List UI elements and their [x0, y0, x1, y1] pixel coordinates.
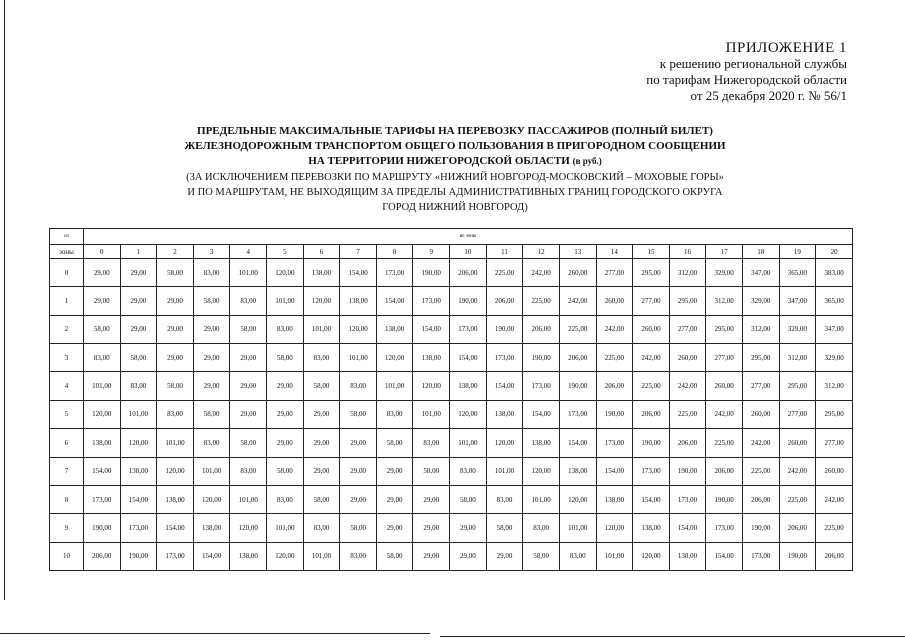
tariff-cell: 58,00 [193, 287, 230, 315]
tariff-cell: 58,00 [267, 344, 304, 372]
table-header-row-columns [50, 245, 853, 259]
column-header-zone: 8 [376, 245, 413, 259]
tariff-cell: 120,00 [267, 542, 304, 570]
tariff-cell: 242,00 [742, 429, 779, 457]
tariff-cell: 154,00 [450, 344, 487, 372]
row-header-zone: 2 [50, 315, 84, 343]
tariff-cell: 83,00 [303, 514, 340, 542]
table-row [50, 429, 853, 457]
tariff-cell: 347,00 [816, 315, 853, 343]
tariff-cell: 29,00 [157, 344, 194, 372]
title-line-3: НА ТЕРРИТОРИИ НИЖЕГОРОДСКОЙ ОБЛАСТИ [308, 155, 570, 167]
tariff-cell: 173,00 [157, 542, 194, 570]
tariff-cell: 83,00 [230, 457, 267, 485]
tariff-cell: 138,00 [84, 429, 121, 457]
tariff-cell: 83,00 [267, 315, 304, 343]
column-header-zone: 4 [230, 245, 267, 259]
row-header-zone: 3 [50, 344, 84, 372]
tariff-cell: 154,00 [669, 514, 706, 542]
tariff-cell: 260,00 [816, 457, 853, 485]
tariff-cell: 190,00 [523, 344, 560, 372]
table-row [50, 485, 853, 513]
tariff-cell: 29,00 [84, 287, 121, 315]
tariff-cell: 138,00 [559, 457, 596, 485]
tariff-cell: 101,00 [596, 542, 633, 570]
tariff-cell: 29,00 [376, 457, 413, 485]
tariff-cell: 190,00 [84, 514, 121, 542]
column-header-zone: 2 [157, 245, 194, 259]
table-row [50, 344, 853, 372]
tariff-cell: 29,00 [267, 429, 304, 457]
tariff-cell: 83,00 [120, 372, 157, 400]
tariff-cell: 58,00 [303, 372, 340, 400]
table-row [50, 457, 853, 485]
tariff-cell: 260,00 [669, 344, 706, 372]
column-header-zone: 9 [413, 245, 450, 259]
tariff-cell: 242,00 [779, 457, 816, 485]
tariff-cell: 225,00 [596, 344, 633, 372]
tariff-cell: 29,00 [267, 400, 304, 428]
tariff-cell: 101,00 [267, 287, 304, 315]
tariff-cell: 173,00 [633, 457, 670, 485]
annex-line-1: к решению региональной службы [659, 56, 847, 71]
tariff-cell: 101,00 [120, 400, 157, 428]
tariff-cell: 190,00 [120, 542, 157, 570]
tariff-cell: 101,00 [523, 485, 560, 513]
tariff-cell: 138,00 [230, 542, 267, 570]
tariff-cell: 206,00 [450, 259, 487, 287]
tariff-cell: 29,00 [193, 344, 230, 372]
tariff-cell: 206,00 [669, 429, 706, 457]
tariff-cell: 225,00 [779, 485, 816, 513]
tariff-cell: 277,00 [816, 429, 853, 457]
tariff-cell: 120,00 [340, 315, 377, 343]
tariff-cell: 206,00 [706, 457, 743, 485]
tariff-cell: 190,00 [486, 315, 523, 343]
column-header-zone: 14 [596, 245, 633, 259]
tariff-cell: 101,00 [230, 259, 267, 287]
tariff-cell: 365,00 [816, 287, 853, 315]
tariff-cell: 29,00 [230, 400, 267, 428]
tariff-cell: 277,00 [706, 344, 743, 372]
tariff-cell: 83,00 [523, 514, 560, 542]
tariff-cell: 58,00 [193, 400, 230, 428]
tariff-cell: 295,00 [779, 372, 816, 400]
tariff-cell: 29,00 [157, 315, 194, 343]
tariff-cell: 260,00 [633, 315, 670, 343]
tariff-cell: 101,00 [193, 457, 230, 485]
row-header-zone: 10 [50, 542, 84, 570]
tariff-cell: 101,00 [303, 542, 340, 570]
tariff-cell: 29,00 [413, 514, 450, 542]
title-line-3-wrap [120, 154, 790, 169]
tariff-cell: 29,00 [303, 457, 340, 485]
tariff-cell: 225,00 [559, 315, 596, 343]
row-header-zone: 9 [50, 514, 84, 542]
annex-line-2: по тарифам Нижегородской области [646, 72, 847, 87]
tariff-cell: 154,00 [523, 400, 560, 428]
tariff-cell: 29,00 [193, 315, 230, 343]
tariff-cell: 295,00 [706, 315, 743, 343]
table-row [50, 287, 853, 315]
tariff-cell: 173,00 [596, 429, 633, 457]
tariff-cell: 225,00 [486, 259, 523, 287]
tariff-cell: 173,00 [376, 259, 413, 287]
tariff-cell: 138,00 [193, 514, 230, 542]
tariff-cell: 29,00 [450, 542, 487, 570]
corner-zones-label: зоны [50, 245, 84, 259]
tariff-cell: 83,00 [413, 429, 450, 457]
tariff-cell: 120,00 [84, 400, 121, 428]
tariff-cell: 29,00 [376, 485, 413, 513]
tariff-cell: 242,00 [706, 400, 743, 428]
tariff-cell: 295,00 [669, 287, 706, 315]
tariff-cell: 190,00 [742, 514, 779, 542]
tariff-cell: 83,00 [303, 344, 340, 372]
document-title [120, 124, 790, 169]
annex-heading: ПРИЛОЖЕНИЕ 1 [725, 40, 847, 56]
tariff-cell: 312,00 [779, 344, 816, 372]
tariff-cell: 154,00 [706, 542, 743, 570]
tariff-cell: 29,00 [486, 542, 523, 570]
tariff-cell: 190,00 [596, 400, 633, 428]
tariff-cell: 154,00 [157, 514, 194, 542]
tariff-cell: 29,00 [340, 485, 377, 513]
tariff-cell: 58,00 [486, 514, 523, 542]
scan-edge-bottom [0, 633, 430, 634]
tariff-cell: 206,00 [559, 344, 596, 372]
to-zones-header: во зоны [84, 229, 853, 245]
corner-from-label: из [50, 229, 84, 245]
tariff-cell: 154,00 [120, 485, 157, 513]
tariff-cell: 295,00 [742, 344, 779, 372]
tariff-cell: 58,00 [523, 542, 560, 570]
tariff-cell: 347,00 [779, 287, 816, 315]
tariff-cell: 260,00 [779, 429, 816, 457]
tariff-cell: 242,00 [596, 315, 633, 343]
tariff-cell: 138,00 [413, 344, 450, 372]
tariff-cell: 120,00 [559, 485, 596, 513]
tariff-cell: 101,00 [376, 372, 413, 400]
table-header-row-top [50, 229, 853, 245]
tariff-cell: 83,00 [340, 372, 377, 400]
tariff-cell: 83,00 [267, 485, 304, 513]
table-row [50, 514, 853, 542]
tariff-cell: 120,00 [303, 287, 340, 315]
tariff-cell: 101,00 [303, 315, 340, 343]
tariff-cell: 260,00 [706, 372, 743, 400]
row-header-zone: 6 [50, 429, 84, 457]
tariff-cell: 295,00 [633, 259, 670, 287]
tariff-cell: 206,00 [84, 542, 121, 570]
tariff-cell: 83,00 [157, 400, 194, 428]
tariff-cell: 154,00 [376, 287, 413, 315]
tariff-cell: 29,00 [413, 542, 450, 570]
tariff-cell: 225,00 [669, 400, 706, 428]
tariff-cell: 173,00 [413, 287, 450, 315]
column-header-zone: 13 [559, 245, 596, 259]
tariff-cell: 154,00 [486, 372, 523, 400]
tariff-cell: 154,00 [596, 457, 633, 485]
column-header-zone: 18 [742, 245, 779, 259]
tariff-cell: 101,00 [84, 372, 121, 400]
tariff-cell: 225,00 [706, 429, 743, 457]
tariff-cell: 29,00 [84, 259, 121, 287]
column-header-zone: 0 [84, 245, 121, 259]
tariff-cell: 120,00 [267, 259, 304, 287]
tariff-cell: 154,00 [413, 315, 450, 343]
tariff-cell: 277,00 [742, 372, 779, 400]
tariff-cell: 83,00 [230, 287, 267, 315]
tariff-cell: 277,00 [779, 400, 816, 428]
tariff-cell: 120,00 [230, 514, 267, 542]
tariff-cell: 120,00 [450, 400, 487, 428]
tariff-cell: 58,00 [303, 485, 340, 513]
tariff-cell: 277,00 [669, 315, 706, 343]
tariff-cell: 58,00 [84, 315, 121, 343]
tariff-cell: 242,00 [633, 344, 670, 372]
tariff-cell: 101,00 [450, 429, 487, 457]
tariff-cell: 138,00 [340, 287, 377, 315]
tariff-cell: 83,00 [376, 400, 413, 428]
tariff-cell: 173,00 [559, 400, 596, 428]
tariff-cell: 173,00 [450, 315, 487, 343]
tariff-cell: 83,00 [193, 259, 230, 287]
tariff-cell: 295,00 [816, 400, 853, 428]
table-row [50, 259, 853, 287]
tariff-cell: 138,00 [450, 372, 487, 400]
tariff-cell: 383,00 [816, 259, 853, 287]
tariff-cell: 29,00 [413, 485, 450, 513]
tariff-cell: 154,00 [559, 429, 596, 457]
tariff-cell: 138,00 [669, 542, 706, 570]
tariff-cell: 190,00 [450, 287, 487, 315]
tariff-cell: 29,00 [303, 400, 340, 428]
tariff-cell: 260,00 [559, 259, 596, 287]
tariff-cell: 29,00 [230, 372, 267, 400]
column-header-zone: 20 [816, 245, 853, 259]
tariff-cell: 58,00 [230, 315, 267, 343]
tariff-cell: 138,00 [376, 315, 413, 343]
tariff-cell: 190,00 [559, 372, 596, 400]
column-header-zone: 3 [193, 245, 230, 259]
tariff-cell: 83,00 [84, 344, 121, 372]
tariff-cell: 329,00 [706, 259, 743, 287]
title-line-1: ПРЕДЕЛЬНЫЕ МАКСИМАЛЬНЫЕ ТАРИФЫ НА ПЕРЕВОЗКУ ПАССАЖИРОВ (ПОЛНЫЙ БИЛЕТ) [197, 125, 713, 137]
tariff-cell: 173,00 [523, 372, 560, 400]
tariff-cell: 29,00 [340, 429, 377, 457]
tariff-cell: 29,00 [193, 372, 230, 400]
column-header-zone: 1 [120, 245, 157, 259]
tariff-cell: 29,00 [303, 429, 340, 457]
tariff-cell: 58,00 [376, 542, 413, 570]
tariff-cell: 154,00 [633, 485, 670, 513]
column-header-zone: 19 [779, 245, 816, 259]
tariff-cell: 101,00 [340, 344, 377, 372]
tariff-cell: 190,00 [413, 259, 450, 287]
column-header-zone: 12 [523, 245, 560, 259]
tariff-cell: 190,00 [706, 485, 743, 513]
document-subtitle [120, 170, 790, 215]
tariff-cell: 120,00 [486, 429, 523, 457]
table-row [50, 542, 853, 570]
tariff-cell: 242,00 [559, 287, 596, 315]
tariff-cell: 101,00 [157, 429, 194, 457]
tariff-cell: 173,00 [742, 542, 779, 570]
tariff-cell: 190,00 [669, 457, 706, 485]
column-header-zone: 7 [340, 245, 377, 259]
row-header-zone: 5 [50, 400, 84, 428]
tariff-cell: 277,00 [633, 287, 670, 315]
tariff-cell: 206,00 [633, 400, 670, 428]
tariff-cell: 29,00 [120, 259, 157, 287]
table-row [50, 372, 853, 400]
column-header-zone: 6 [303, 245, 340, 259]
tariff-cell: 58,00 [413, 457, 450, 485]
tariff-cell: 120,00 [376, 344, 413, 372]
scan-edge-left [4, 0, 5, 600]
column-header-zone: 15 [633, 245, 670, 259]
tariff-cell: 312,00 [706, 287, 743, 315]
tariff-cell: 206,00 [523, 315, 560, 343]
subtitle-line-2: И ПО МАРШРУТАМ, НЕ ВЫХОДЯЩИМ ЗА ПРЕДЕЛЫ АДМИНИСТРАТИВНЫХ ГРАНИЦ ГОРОДСКОГО ОКРУГА [187, 187, 723, 198]
tariff-cell: 29,00 [230, 344, 267, 372]
tariff-cell: 120,00 [523, 457, 560, 485]
tariff-cell: 206,00 [779, 514, 816, 542]
tariff-cell: 138,00 [633, 514, 670, 542]
tariff-cell: 120,00 [633, 542, 670, 570]
column-header-zone: 11 [486, 245, 523, 259]
table-row [50, 400, 853, 428]
row-header-zone: 7 [50, 457, 84, 485]
annex-block [646, 40, 847, 104]
tariff-cell: 312,00 [669, 259, 706, 287]
tariff-cell: 242,00 [669, 372, 706, 400]
tariff-cell: 101,00 [413, 400, 450, 428]
tariff-cell: 173,00 [120, 514, 157, 542]
tariff-cell: 225,00 [816, 514, 853, 542]
tariff-cell: 58,00 [450, 485, 487, 513]
tariff-cell: 83,00 [193, 429, 230, 457]
tariff-cell: 242,00 [523, 259, 560, 287]
annex-line-3: от 25 декабря 2020 г. № 56/1 [690, 88, 847, 103]
tariff-cell: 138,00 [486, 400, 523, 428]
tariff-cell: 365,00 [779, 259, 816, 287]
tariff-cell: 101,00 [267, 514, 304, 542]
row-header-zone: 0 [50, 259, 84, 287]
tariff-cell: 225,00 [633, 372, 670, 400]
tariff-cell: 312,00 [742, 315, 779, 343]
tariff-cell: 58,00 [340, 400, 377, 428]
tariff-cell: 29,00 [376, 514, 413, 542]
tariff-cell: 83,00 [559, 542, 596, 570]
tariff-cell: 120,00 [596, 514, 633, 542]
row-header-zone: 1 [50, 287, 84, 315]
tariff-cell: 312,00 [816, 372, 853, 400]
column-header-zone: 16 [669, 245, 706, 259]
column-header-zone: 17 [706, 245, 743, 259]
row-header-zone: 8 [50, 485, 84, 513]
tariff-cell: 83,00 [450, 457, 487, 485]
tariff-cell: 29,00 [267, 372, 304, 400]
tariff-cell: 173,00 [669, 485, 706, 513]
tariff-cell: 206,00 [742, 485, 779, 513]
tariff-table [49, 228, 853, 571]
tariff-cell: 242,00 [816, 485, 853, 513]
scan-edge-bottom-right [440, 636, 905, 637]
tariff-cell: 29,00 [120, 315, 157, 343]
tariff-cell: 120,00 [193, 485, 230, 513]
tariff-cell: 225,00 [523, 287, 560, 315]
tariff-cell: 83,00 [340, 542, 377, 570]
tariff-cell: 29,00 [157, 287, 194, 315]
row-header-zone: 4 [50, 372, 84, 400]
tariff-cell: 173,00 [706, 514, 743, 542]
tariff-cell: 58,00 [340, 514, 377, 542]
tariff-cell: 173,00 [84, 485, 121, 513]
tariff-cell: 260,00 [742, 400, 779, 428]
tariff-cell: 29,00 [450, 514, 487, 542]
tariff-cell: 329,00 [742, 287, 779, 315]
tariff-cell: 120,00 [120, 429, 157, 457]
tariff-cell: 206,00 [486, 287, 523, 315]
tariff-cell: 347,00 [742, 259, 779, 287]
tariff-cell: 190,00 [633, 429, 670, 457]
tariff-cell: 120,00 [157, 457, 194, 485]
tariff-cell: 58,00 [230, 429, 267, 457]
tariff-cell: 138,00 [120, 457, 157, 485]
tariff-cell: 206,00 [596, 372, 633, 400]
tariff-cell: 138,00 [596, 485, 633, 513]
tariff-cell: 206,00 [816, 542, 853, 570]
tariff-cell: 58,00 [120, 344, 157, 372]
tariff-cell: 154,00 [84, 457, 121, 485]
tariff-cell: 58,00 [157, 372, 194, 400]
title-unit: (в руб.) [572, 156, 602, 166]
tariff-cell: 29,00 [340, 457, 377, 485]
subtitle-line-3: ГОРОД НИЖНИЙ НОВГОРОД) [382, 202, 528, 213]
tariff-cell: 101,00 [559, 514, 596, 542]
tariff-cell: 83,00 [486, 485, 523, 513]
tariff-cell: 260,00 [596, 287, 633, 315]
tariff-cell: 138,00 [303, 259, 340, 287]
tariff-cell: 190,00 [779, 542, 816, 570]
tariff-cell: 329,00 [816, 344, 853, 372]
tariff-cell: 58,00 [376, 429, 413, 457]
tariff-cell: 225,00 [742, 457, 779, 485]
tariff-cell: 138,00 [523, 429, 560, 457]
title-line-2: ЖЕЛЕЗНОДОРОЖНЫМ ТРАНСПОРТОМ ОБЩЕГО ПОЛЬЗОВАНИЯ В ПРИГОРОДНОМ СООБЩЕНИИ [184, 140, 726, 152]
tariff-cell: 58,00 [157, 259, 194, 287]
tariff-cell: 101,00 [486, 457, 523, 485]
tariff-cell: 101,00 [230, 485, 267, 513]
tariff-cell: 154,00 [193, 542, 230, 570]
tariff-cell: 277,00 [596, 259, 633, 287]
tariff-cell: 120,00 [413, 372, 450, 400]
tariff-cell: 138,00 [157, 485, 194, 513]
column-header-zone: 10 [450, 245, 487, 259]
subtitle-line-1: (ЗА ИСКЛЮЧЕНИЕМ ПЕРЕВОЗКИ ПО МАРШРУТУ «НИЖНИЙ НОВГОРОД-МОСКОВСКИЙ – МОХОВЫЕ ГОРЫ» [186, 172, 724, 183]
tariff-cell: 29,00 [120, 287, 157, 315]
tariff-cell: 154,00 [340, 259, 377, 287]
tariff-cell: 173,00 [486, 344, 523, 372]
tariff-cell: 329,00 [779, 315, 816, 343]
tariff-cell: 58,00 [267, 457, 304, 485]
column-header-zone: 5 [267, 245, 304, 259]
table-row [50, 315, 853, 343]
